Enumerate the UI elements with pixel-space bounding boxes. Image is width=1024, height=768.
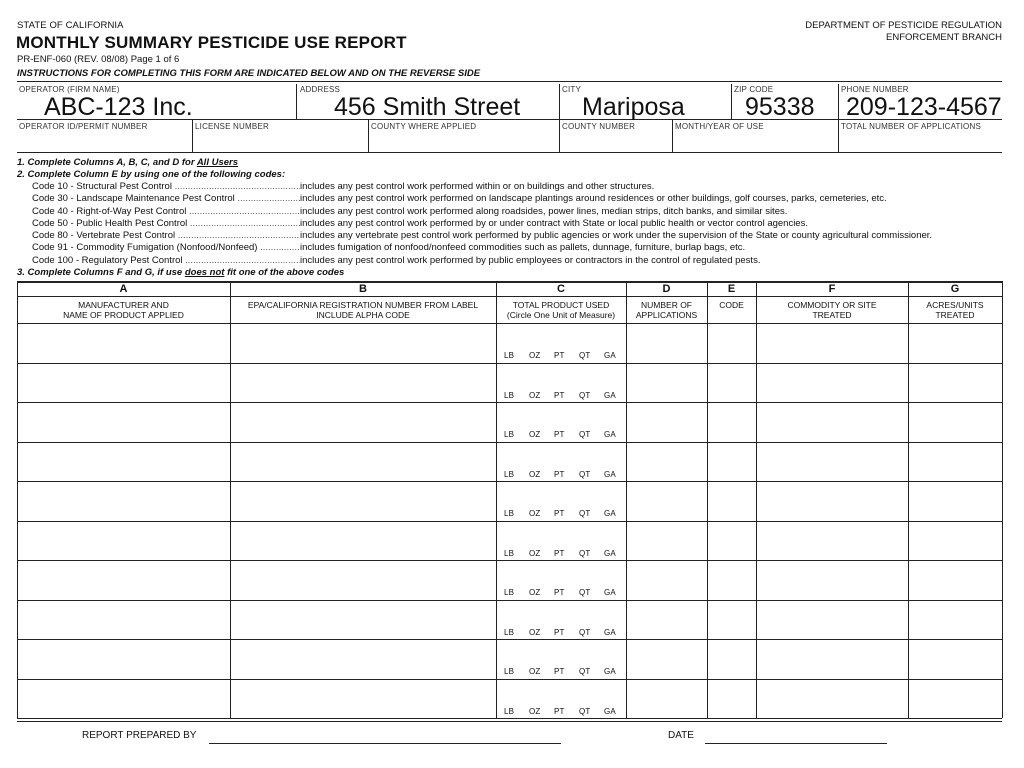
unit-option[interactable]: GA (604, 509, 616, 518)
operator-box-bottom (17, 152, 1002, 153)
table-cell-e[interactable] (708, 561, 755, 599)
table-cell-e[interactable] (708, 640, 755, 678)
unit-option[interactable]: LB (504, 430, 515, 439)
table-cell-f[interactable] (757, 482, 907, 520)
table-cell-f[interactable] (757, 403, 907, 441)
unit-option[interactable]: QT (579, 351, 591, 360)
unit-option[interactable]: QT (579, 628, 591, 637)
unit-option[interactable]: GA (604, 588, 616, 597)
table-cell-b[interactable] (231, 561, 495, 599)
table-cell-f[interactable] (757, 364, 907, 402)
column-letter-a: A (119, 283, 128, 295)
code-description: includes any pest control work performed on landscape plantings around residences or other buildings, golf courses, parks, cemeteries, etc. (300, 193, 887, 205)
table-cell-b[interactable] (231, 403, 495, 441)
table-cell-a[interactable] (18, 601, 229, 639)
unit-option[interactable]: OZ (529, 549, 541, 558)
unit-option[interactable]: GA (604, 470, 616, 479)
table-cell-d[interactable] (627, 364, 706, 402)
unit-option[interactable]: PT (554, 351, 565, 360)
unit-option[interactable]: GA (604, 628, 616, 637)
table-cell-d[interactable] (627, 324, 706, 362)
unit-option[interactable]: OZ (529, 588, 541, 597)
table-cell-a[interactable] (18, 403, 229, 441)
unit-options[interactable] (504, 667, 629, 676)
unit-options[interactable] (504, 391, 629, 400)
code-row (17, 218, 1017, 230)
table-cell-d[interactable] (627, 403, 706, 441)
column-letter-b: B (359, 283, 367, 295)
unit-option[interactable]: PT (554, 588, 565, 597)
divider (672, 119, 673, 152)
unit-option[interactable]: LB (504, 628, 515, 637)
department-block (805, 20, 1002, 44)
unit-option[interactable]: QT (579, 667, 591, 676)
unit-option[interactable]: GA (604, 430, 616, 439)
code-list (17, 181, 1017, 267)
table-bottom (17, 718, 1002, 719)
code-name: Code 91 - Commodity Fumigation (Nonfood/Nonfeed) ..... (32, 242, 300, 254)
table-cell-a[interactable] (18, 324, 229, 362)
table-bottom-double (17, 721, 1002, 722)
table-cell-g[interactable] (909, 443, 1001, 481)
unit-options[interactable] (504, 430, 629, 439)
unit-option[interactable]: QT (579, 430, 591, 439)
unit-option[interactable]: LB (504, 667, 515, 676)
unit-option[interactable]: GA (604, 707, 616, 716)
unit-option[interactable]: LB (504, 588, 515, 597)
table-cell-d[interactable] (627, 482, 706, 520)
form-title: MONTHLY SUMMARY PESTICIDE USE REPORT (16, 33, 407, 52)
unit-option[interactable]: OZ (529, 707, 541, 716)
table-letter-line (17, 296, 1002, 297)
table-cell-a[interactable] (18, 561, 229, 599)
unit-option[interactable]: OZ (529, 391, 541, 400)
unit-option[interactable]: QT (579, 549, 591, 558)
state-label: STATE OF CALIFORNIA (17, 20, 124, 31)
unit-options[interactable] (504, 351, 629, 360)
code-row (17, 242, 1017, 254)
unit-option[interactable]: QT (579, 509, 591, 518)
address-label: ADDRESS (300, 85, 341, 94)
unit-option[interactable]: GA (604, 549, 616, 558)
city-field[interactable]: Mariposa (582, 93, 685, 121)
table-cell-f[interactable] (757, 680, 907, 718)
county-number-label: COUNTY NUMBER (562, 122, 636, 131)
table-cell-g[interactable] (909, 680, 1001, 718)
table-cell-g[interactable] (909, 364, 1001, 402)
instruction-step-1: 1. Complete Columns A, B, C, and D for All Users (17, 157, 238, 168)
code-name: Code 40 - Right-of-Way Pest Control ..... (32, 206, 300, 218)
table-cell-d[interactable] (627, 640, 706, 678)
table-cell-e[interactable] (708, 482, 755, 520)
table-cell-b[interactable] (231, 482, 495, 520)
table-cell-b[interactable] (231, 364, 495, 402)
unit-option[interactable]: LB (504, 470, 515, 479)
table-cell-a[interactable] (18, 680, 229, 718)
table-cell-f[interactable] (757, 640, 907, 678)
unit-option[interactable]: OZ (529, 509, 541, 518)
table-cell-a[interactable] (18, 522, 229, 560)
divider (559, 84, 560, 152)
firm-name-field[interactable]: ABC-123 Inc. (44, 93, 193, 121)
table-cell-a[interactable] (18, 443, 229, 481)
unit-option[interactable]: QT (579, 470, 591, 479)
code-row (17, 193, 1017, 205)
branch-name: ENFORCEMENT BRANCH (886, 32, 1002, 43)
divider (368, 119, 369, 152)
table-cell-g[interactable] (909, 403, 1001, 441)
date-field[interactable] (705, 743, 887, 744)
unit-option[interactable]: LB (504, 391, 515, 400)
unit-option[interactable]: LB (504, 351, 515, 360)
code-name: Code 80 - Vertebrate Pest Control ..... (32, 230, 300, 242)
column-header-c: TOTAL PRODUCT USED (Circle One Unit of Measure) (506, 300, 616, 320)
unit-option[interactable]: PT (554, 628, 565, 637)
city-label: CITY (562, 85, 582, 94)
instruction-step-2: 2. Complete Column E by using one of the following codes: (17, 169, 286, 180)
table-cell-g[interactable] (909, 522, 1001, 560)
unit-option[interactable]: LB (504, 707, 515, 716)
table-cell-b[interactable] (231, 680, 495, 718)
table-cell-d[interactable] (627, 443, 706, 481)
operator-box-top (17, 81, 1002, 82)
month-year-label: MONTH/YEAR OF USE (675, 122, 764, 131)
unit-option[interactable]: PT (554, 391, 565, 400)
table-cell-g[interactable] (909, 601, 1001, 639)
table-cell-f[interactable] (757, 522, 907, 560)
unit-option[interactable]: GA (604, 351, 616, 360)
table-cell-g[interactable] (909, 640, 1001, 678)
license-label: LICENSE NUMBER (195, 122, 269, 131)
column-letter-g: G (950, 283, 960, 295)
table-cell-a[interactable] (18, 482, 229, 520)
unit-option[interactable]: GA (604, 391, 616, 400)
code-description: includes any pest control work performed along roadsides, power lines, median strips, ditch banks, and similar sites. (300, 205, 788, 217)
unit-option[interactable]: GA (604, 667, 616, 676)
table-cell-g[interactable] (909, 561, 1001, 599)
unit-option[interactable]: OZ (529, 470, 541, 479)
unit-options[interactable] (504, 470, 629, 479)
total-applications-label: TOTAL NUMBER OF APPLICATIONS (841, 122, 981, 131)
department-name: DEPARTMENT OF PESTICIDE REGULATION (805, 20, 1002, 31)
address-field[interactable]: 456 Smith Street (334, 93, 521, 121)
column-letter-f: F (828, 283, 836, 295)
unit-option[interactable]: OZ (529, 430, 541, 439)
table-cell-f[interactable] (757, 324, 907, 362)
divider (731, 84, 732, 119)
unit-option[interactable]: LB (504, 549, 515, 558)
unit-options[interactable] (504, 707, 629, 716)
column-header-e: CODE (719, 300, 744, 310)
phone-label: PHONE NUMBER (841, 85, 909, 94)
table-cell-b[interactable] (231, 640, 495, 678)
form-number: PR-ENF-060 (REV. 08/08) Page 1 of 6 (17, 54, 180, 65)
table-cell-e[interactable] (708, 680, 755, 718)
instructions-block (17, 157, 1017, 279)
date-label: DATE (668, 730, 694, 741)
unit-option[interactable]: LB (504, 509, 515, 518)
table-cell-g[interactable] (909, 482, 1001, 520)
table-cell-d[interactable] (627, 601, 706, 639)
code-description: includes any vertebrate pest control work performed by public agencies or work under the supervision of the State or county agricultural commissioner. (300, 230, 933, 242)
code-name: Code 50 - Public Health Pest Control ..... (32, 218, 300, 230)
table-cell-a[interactable] (18, 364, 229, 402)
table-cell-e[interactable] (708, 403, 755, 441)
code-description: includes any pest control work performed within or on buildings and other structures. (300, 181, 655, 192)
table-cell-e[interactable] (708, 601, 755, 639)
column-header-d: NUMBER OF APPLICATIONS (635, 300, 698, 320)
code-name: Code 100 - Regulatory Pest Control ..... (32, 255, 300, 267)
zip-label: ZIP CODE (734, 85, 774, 94)
table-cell-f[interactable] (757, 601, 907, 639)
table-cell-e[interactable] (708, 522, 755, 560)
code-name: Code 10 - Structural Pest Control ..... (32, 181, 300, 193)
column-letter-c: C (557, 283, 565, 295)
divider (192, 119, 193, 152)
unit-option[interactable]: PT (554, 707, 565, 716)
prepared-by-field[interactable] (209, 743, 561, 744)
table-cell-a[interactable] (18, 640, 229, 678)
table-cell-b[interactable] (231, 601, 495, 639)
code-description: includes any pest control work performed by or under contract with State or local public health or vector control agencies. (300, 217, 808, 229)
code-description: includes any pest control work performed by public employees or contractors in the control of regulated pests. (300, 254, 761, 266)
table-cell-e[interactable] (708, 364, 755, 402)
table-cell-f[interactable] (757, 561, 907, 599)
unit-option[interactable]: PT (554, 430, 565, 439)
phone-field[interactable]: 209-123-4567 (846, 93, 1002, 121)
table-cell-e[interactable] (708, 443, 755, 481)
instruction-step-3: 3. Complete Columns F and G, if use does not fit one of the above codes (17, 267, 345, 279)
unit-option[interactable]: OZ (529, 628, 541, 637)
county-applied-label: COUNTY WHERE APPLIED (371, 122, 477, 131)
column-divider (1002, 281, 1003, 718)
table-cell-b[interactable] (231, 522, 495, 560)
unit-options[interactable] (504, 628, 629, 637)
table-cell-d[interactable] (627, 561, 706, 599)
unit-option[interactable]: QT (579, 391, 591, 400)
unit-option[interactable]: QT (579, 707, 591, 716)
column-header-f: COMMODITY OR SITE TREATED (787, 300, 877, 320)
instructions-note: INSTRUCTIONS FOR COMPLETING THIS FORM ARE INDICATED BELOW AND ON THE REVERSE SIDE (17, 68, 481, 79)
code-row (17, 206, 1017, 218)
column-header-a: MANUFACTURER AND NAME OF PRODUCT APPLIED (63, 300, 184, 320)
unit-options[interactable] (504, 588, 629, 597)
table-cell-g[interactable] (909, 324, 1001, 362)
code-description: includes fumigation of nonfood/nonfeed commodities such as pallets, dunnage, furniture, burlap bags, etc. (300, 242, 746, 254)
divider (296, 84, 297, 119)
unit-option[interactable]: PT (554, 549, 565, 558)
unit-option[interactable]: OZ (529, 667, 541, 676)
unit-option[interactable]: OZ (529, 351, 541, 360)
unit-options[interactable] (504, 509, 629, 518)
table-cell-d[interactable] (627, 522, 706, 560)
column-letter-d: D (662, 283, 671, 295)
column-header-b: EPA/CALIFORNIA REGISTRATION NUMBER FROM LABEL INCLUDE ALPHA CODE (247, 300, 479, 320)
operator-id-label: OPERATOR ID/PERMIT NUMBER (19, 122, 148, 131)
unit-option[interactable]: PT (554, 470, 565, 479)
code-row (17, 230, 1017, 242)
prepared-by-label: REPORT PREPARED BY (82, 730, 197, 741)
table-cell-e[interactable] (708, 324, 755, 362)
table-cell-f[interactable] (757, 443, 907, 481)
unit-option[interactable]: PT (554, 667, 565, 676)
unit-option[interactable]: QT (579, 588, 591, 597)
zip-field[interactable]: 95338 (745, 93, 815, 121)
code-name: Code 30 - Landscape Maintenance Pest Control ..... (32, 193, 300, 205)
column-header-g: ACRES/UNITS TREATED (926, 300, 984, 320)
table-cell-d[interactable] (627, 680, 706, 718)
table-cell-b[interactable] (231, 443, 495, 481)
code-row (17, 181, 1017, 193)
unit-options[interactable] (504, 549, 629, 558)
divider (838, 84, 839, 152)
code-row (17, 255, 1017, 267)
unit-option[interactable]: PT (554, 509, 565, 518)
firm-name-label: OPERATOR (FIRM NAME) (19, 85, 120, 94)
table-cell-b[interactable] (231, 324, 495, 362)
column-letter-e: E (727, 283, 736, 295)
